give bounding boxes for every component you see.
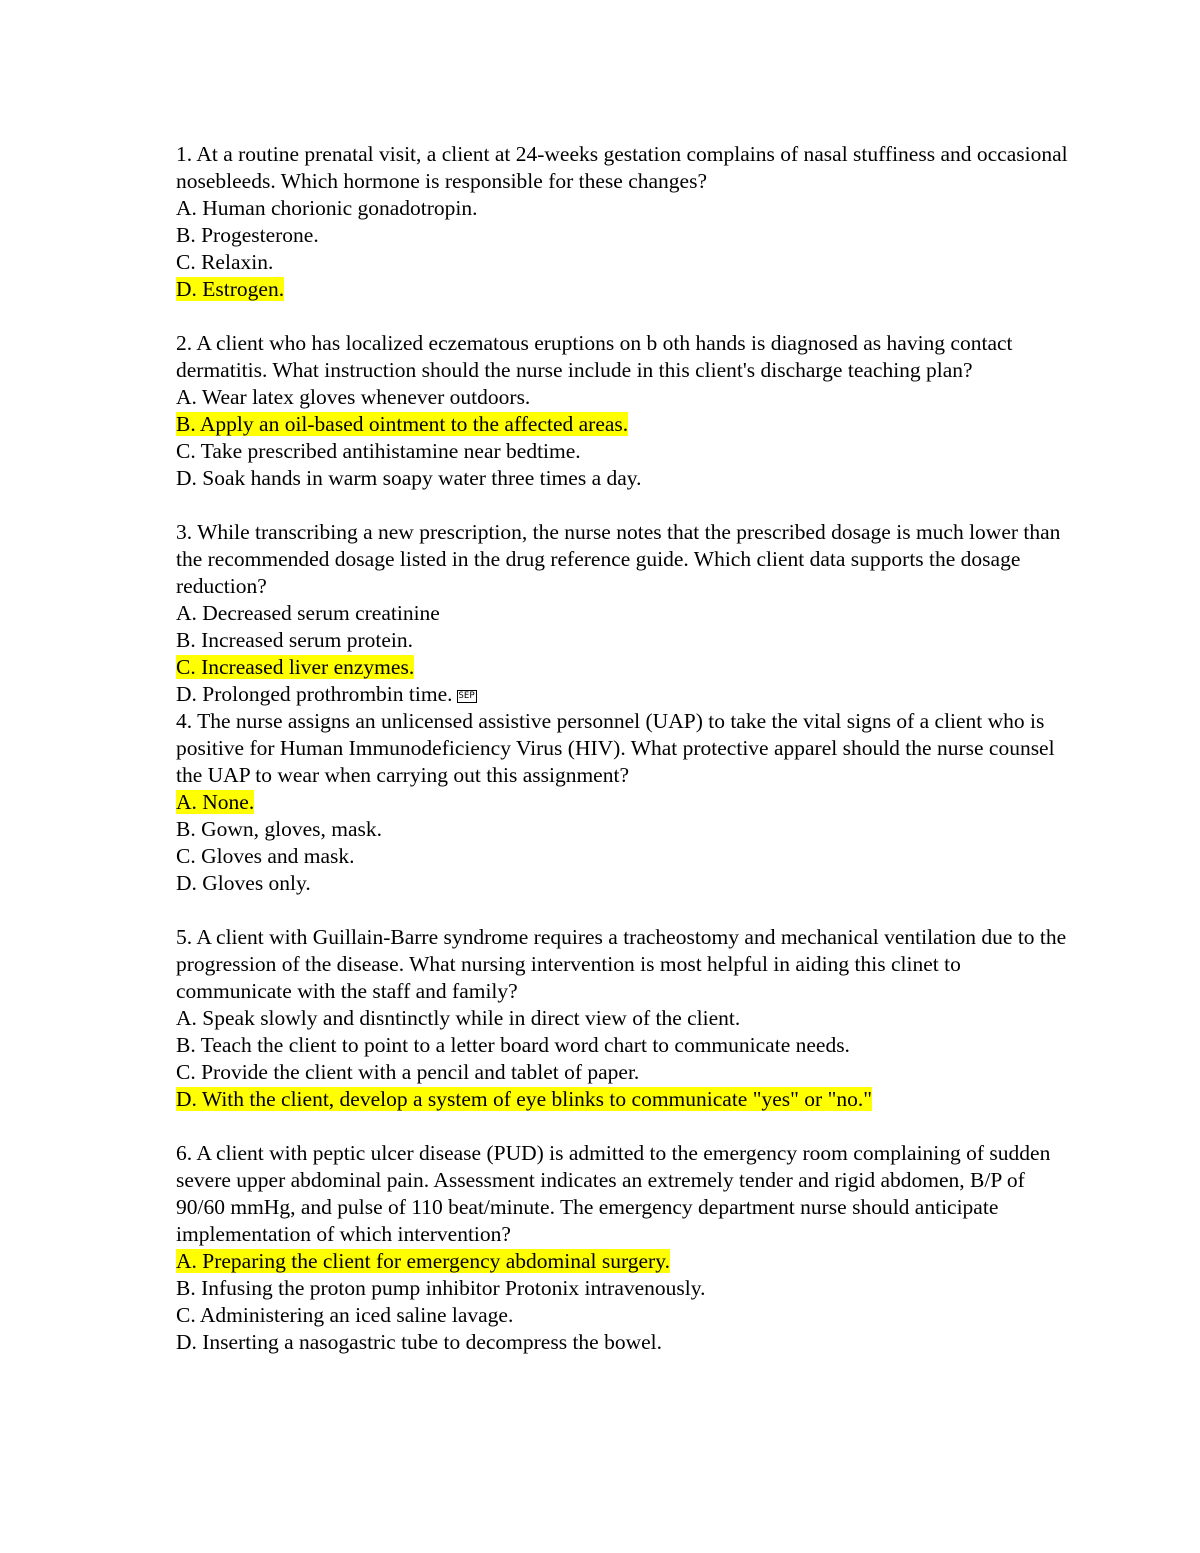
answer-option: A. Human chorionic gonadotropin. [176, 196, 478, 220]
answer-option-highlighted: A. None. [176, 790, 255, 814]
answer-option: D. Soak hands in warm soapy water three times a day. [176, 466, 642, 490]
question-stem: 1. At a routine prenatal visit, a client at 24-weeks gestation complains of nasal stuffiness and occasional nosebleeds. Which hormone is responsible for these changes? [176, 142, 1068, 193]
answer-option: D. Prolonged prothrombin time. SEP [176, 682, 475, 706]
question-stem: 3. While transcribing a new prescription, the nurse notes that the prescribed dosage is much lower than the recommended dosage listed in the drug reference guide. Which client data supports the dosage reduction? [176, 520, 1061, 598]
answer-option-highlighted: D. Estrogen. [176, 277, 285, 301]
question-3 [176, 519, 1076, 708]
document-page [176, 141, 1076, 1383]
question-stem: 6. A client with peptic ulcer disease (PUD) is admitted to the emergency room complaining of sudden severe upper abdominal pain. Assessment indicates an extremely tender and rigid abdomen, B/P of 90/60 mmHg, and pulse of 110 beat/minute. The emergency department nurse should anticipate implementation of which intervention? [176, 1141, 1051, 1246]
question-6 [176, 1140, 1076, 1356]
answer-option: A. Speak slowly and disntinctly while in direct view of the client. [176, 1006, 741, 1030]
answer-option: D. Gloves only. [176, 871, 311, 895]
answer-option-highlighted: D. With the client, develop a system of eye blinks to communicate "yes" or "no." [176, 1087, 873, 1111]
answer-option: D. Inserting a nasogastric tube to decompress the bowel. [176, 1330, 663, 1354]
question-5 [176, 924, 1076, 1113]
answer-option: C. Take prescribed antihistamine near bedtime. [176, 439, 581, 463]
answer-option-highlighted: A. Preparing the client for emergency abdominal surgery. [176, 1249, 670, 1273]
answer-option: B. Progesterone. [176, 223, 319, 247]
answer-option-highlighted: B. Apply an oil-based ointment to the affected areas. [176, 412, 629, 436]
question-stem: 5. A client with Guillain-Barre syndrome requires a tracheostomy and mechanical ventilation due to the progression of the disease. What nursing intervention is most helpful in aiding this clinet to communicate with the staff and family? [176, 925, 1067, 1003]
answer-option: A. Wear latex gloves whenever outdoors. [176, 385, 531, 409]
answer-option: C. Gloves and mask. [176, 844, 355, 868]
answer-option: C. Relaxin. [176, 250, 274, 274]
separator-glyph: SEP [458, 691, 475, 701]
question-1 [176, 141, 1076, 303]
question-stem: 4. The nurse assigns an unlicensed assistive personnel (UAP) to take the vital signs of a client who is positive for Human Immunodeficiency Virus (HIV). What protective apparel should the nurse counsel the UAP to wear when carrying out this assignment? [176, 709, 1055, 787]
answer-option: B. Increased serum protein. [176, 628, 414, 652]
answer-option: B. Infusing the proton pump inhibitor Protonix intravenously. [176, 1276, 706, 1300]
question-stem: 2. A client who has localized eczematous eruptions on b oth hands is diagnosed as having contact dermatitis. What instruction should the nurse include in this client's discharge teaching plan? [176, 331, 1013, 382]
question-4 [176, 708, 1076, 897]
answer-option: B. Gown, gloves, mask. [176, 817, 383, 841]
question-2 [176, 330, 1076, 492]
answer-option: C. Administering an iced saline lavage. [176, 1303, 514, 1327]
answer-option: C. Provide the client with a pencil and tablet of paper. [176, 1060, 640, 1084]
answer-option: A. Decreased serum creatinine [176, 601, 440, 625]
answer-option-highlighted: C. Increased liver enzymes. [176, 655, 415, 679]
answer-option: B. Teach the client to point to a letter board word chart to communicate needs. [176, 1033, 850, 1057]
